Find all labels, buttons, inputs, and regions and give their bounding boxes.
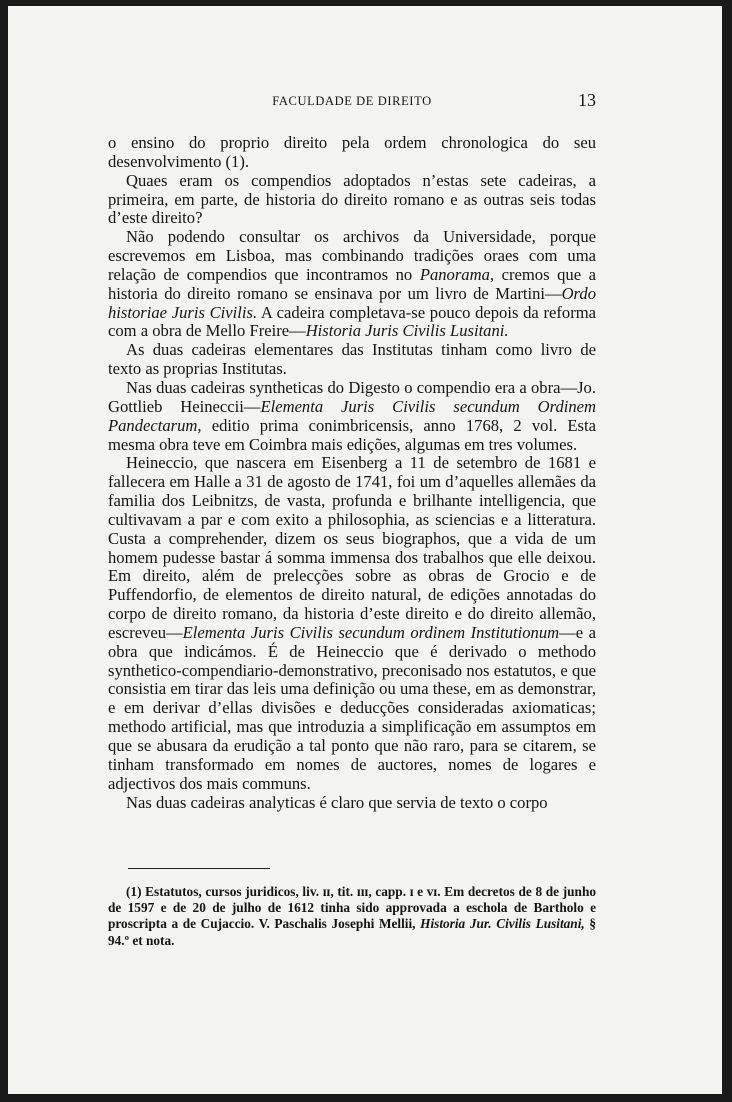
text-run: editio prima conimbricensis, anno 1768, 2 vol. Esta mesma obra teve em Coimbra mais edições, algumas em tres volumes. <box>108 415 596 454</box>
paragraph <box>108 379 596 454</box>
text-run: A cadeira completava-se pouco depois da reforma com a obra de Mello Freire— <box>108 302 596 341</box>
italic-text-run: Elementa Juris Civilis secundum Ordinem Pandectarum, <box>108 396 597 435</box>
paragraph <box>108 341 596 379</box>
paragraph <box>108 454 596 793</box>
paragraph <box>108 134 596 172</box>
footnote-text <box>108 884 596 949</box>
text-run: § 94.º et nota. <box>108 916 596 948</box>
text-run: —e a obra que indicámos. É de Heineccio que é derivado o methodo synthetico-compendiario-demonstrativo, preconisado nos estatutos, e que consistia em tirar das leis uma definição ou uma these, em as demonstrar, e em derivar d’ellas divisões e deducções consideradas axiomaticas; methodo artificial, mas que introduzia a simplificação em assumptos em que se abusara da erudição a tal ponto que não raro, para se citarem, se tinham transformado em nomes de auctores, nomes de logares e adjectivos dos mais communs. <box>108 622 596 793</box>
paragraph <box>108 172 596 229</box>
footnote <box>108 884 596 949</box>
footnote-rule <box>128 868 270 869</box>
text-run: (1) Estatutos, cursos juridicos, liv. ɪɪ, tit. ɪɪɪ, capp. ɪ e ᴠɪ. Em decretos de 8 de junho de 1597 e de 20 de julho de 1612 tinha sido approvada a eschola de Bartholo e proscripta a de Cujaccio. V. Paschalis Josephi Mellii, <box>108 884 596 932</box>
text-run: Nas duas cadeiras analyticas é claro que servia de texto o corpo <box>126 792 548 812</box>
italic-text-run: Historia Juris Civilis Lusitani. <box>305 321 509 341</box>
text-run: As duas cadeiras elementares das Institutas tinham como livro de texto as proprias Institutas. <box>108 340 596 379</box>
page-number: 13 <box>578 90 596 110</box>
italic-text-run: Elementa Juris Civilis secundum ordinem Institutionum <box>182 622 560 642</box>
book-page <box>8 6 722 1094</box>
italic-text-run: Ordo historiae Juris Civilis. <box>108 283 596 322</box>
running-head <box>108 90 596 114</box>
text-run: Heineccio, que nascera em Eisenberg a 11 de setembro de 1681 e fallecera em Halle a 31 de agosto de 1741, foi um d’aquelles allemães da familia dos Leibnitzs, de vasta, profunda e brilhante intelligencia, que cultivavam a par e com exito a philosophia, as sciencias e a litteratura. Custa a comprehender, dizem os seus biographos, que a vida de um homem pudesse bastar á somma immensa dos trabalhos que elle deixou. Em direito, além de prelecções sobre as obras de Grocio e de Puffendorfio, de elementos de direito natural, de edições annotadas do corpo de direito romano, da historia d’este direito e do direito allemão, escreveu— <box>108 453 596 642</box>
body-text <box>108 134 596 812</box>
italic-text-run: Historia Jur. Civilis Lusitani, <box>420 916 585 932</box>
running-title: FACULDADE DE DIREITO <box>272 94 432 108</box>
italic-text-run: Panorama, <box>419 264 495 284</box>
paragraph <box>108 794 596 813</box>
text-run: o ensino do proprio direito pela ordem chronologica do seu desenvolvimento (1). <box>108 133 596 171</box>
text-run: Não podendo consultar os archivos da Universidade, porque escrevemos em Lisboa, mas combinando tradições oraes com uma relação de compendios que incontramos no <box>108 227 596 284</box>
text-run: Quaes eram os compendios adoptados n’estas sete cadeiras, a primeira, em parte, de historia do direito romano e as outras seis todas d’este direito? <box>108 170 596 228</box>
text-run: cremos que a historia do direito romano se ensinava por um livro de Martini— <box>108 264 597 303</box>
text-run: Nas duas cadeiras syntheticas do Digesto o compendio era a obra—Jo. Gottlieb Heineccii— <box>108 377 596 416</box>
paragraph <box>108 228 596 341</box>
